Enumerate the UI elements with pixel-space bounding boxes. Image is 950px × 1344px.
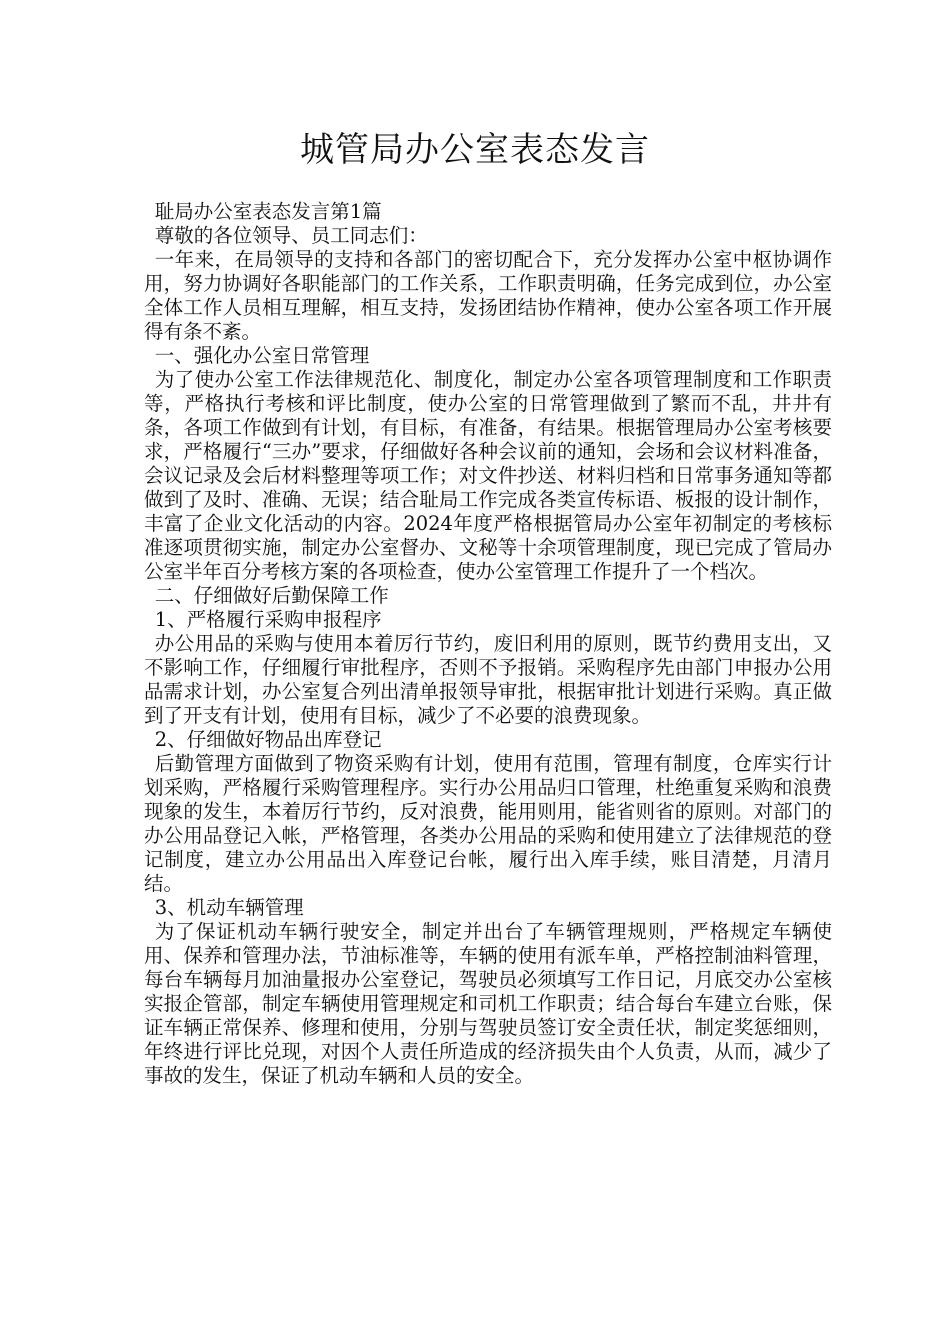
paragraph-warehouse: 后勤管理方面做到了物资采购有计划，使用有范围，管理有制度，仓库实行计划采购，严格履行采购管理程序。实行办公用品归口管理，杜绝重复采购和浪费现象的发生，本着厉行节约，反对浪费，能用则用，能省则省的原则。对部门的办公用品登记入帐，严格管理，各类办公用品的采购和使用建立了法律规范的登记制度，建立办公用品出入库登记台帐，履行出入库手续，账目清楚，月清月结。 <box>144 752 832 895</box>
document-body <box>144 200 832 1088</box>
paragraph-vehicles: 为了保证机动车辆行驶安全，制定并出台了车辆管理规则，严格规定车辆使用、保养和管理办法，节油标准等，车辆的使用有派车单，严格控制油料管理，每台车辆每月加油量报办公室登记，驾驶员必须填写工作日记，月底交办公室核实报企管部，制定车辆使用管理规定和司机工作职责；结合每台车建立台账，保证车辆正常保养、修理和使用，分别与驾驶员签订安全责任状，制定奖惩细则，年终进行评比兑现，对因个人责任所造成的经济损失由个人负责，从而，减少了事故的发生，保证了机动车辆和人员的安全。 <box>144 920 832 1087</box>
heading-logistics: 二、仔细做好后勤保障工作 <box>154 584 389 607</box>
salutation: 尊敬的各位领导、员工同志们： <box>154 224 428 247</box>
paragraph-procurement: 办公用品的采购与使用本着厉行节约，废旧利用的原则，既节约费用支出，又不影响工作，仔细履行审批程序，否则不予报销。采购程序先由部门申报办公用品需求计划，办公室复合列出清单报领导审批，根据审批计划进行采购。真正做到了开支有计划，使用有目标，减少了不必要的浪费现象。 <box>144 632 832 727</box>
paragraph-daily-management: 为了使办公室工作法律规范化、制度化，制定办公室各项管理制度和工作职责等，严格执行考核和评比制度，使办公室的日常管理做到了繁而不乱，井井有条，各项工作做到有计划，有目标，有准备，有结果。根据管理局办公室考核要求，严格履行“三办”要求，仔细做好各种会议前的通知，会场和会议材料准备，会议记录及会后材料整理等项工作；对文件抄送、材料归档和日常事务通知等都做到了及时、准确、无误；结合耻局工作完成各类宣传标语、板报的设计制作，丰富了企业文化活动的内容。2024年度严格根据管局办公室年初制定的考核标准逐项贯彻实施，制定办公室督办、文秘等十余项管理制度，现已完成了管局办公室半年百分考核方案的各项检查，使办公室管理工作提升了一个档次。 <box>144 368 832 583</box>
document-title: 城管局办公室表态发言 <box>300 130 650 170</box>
heading-warehouse: 2、仔细做好物品出库登记 <box>154 728 382 751</box>
section-subtitle: 耻局办公室表态发言第1篇 <box>154 200 382 223</box>
heading-daily-management: 一、强化办公室日常管理 <box>154 344 370 367</box>
heading-vehicles: 3、机动车辆管理 <box>154 896 304 919</box>
heading-procurement: 1、严格履行采购申报程序 <box>154 608 382 631</box>
intro-paragraph: 一年来，在局领导的支持和各部门的密切配合下，充分发挥办公室中枢协调作用，努力协调好各职能部门的工作关系，工作职责明确，任务完成到位，办公室全体工作人员相互理解，相互支持，发扬团结协作精神，使办公室各项工作开展得有条不紊。 <box>144 248 832 343</box>
